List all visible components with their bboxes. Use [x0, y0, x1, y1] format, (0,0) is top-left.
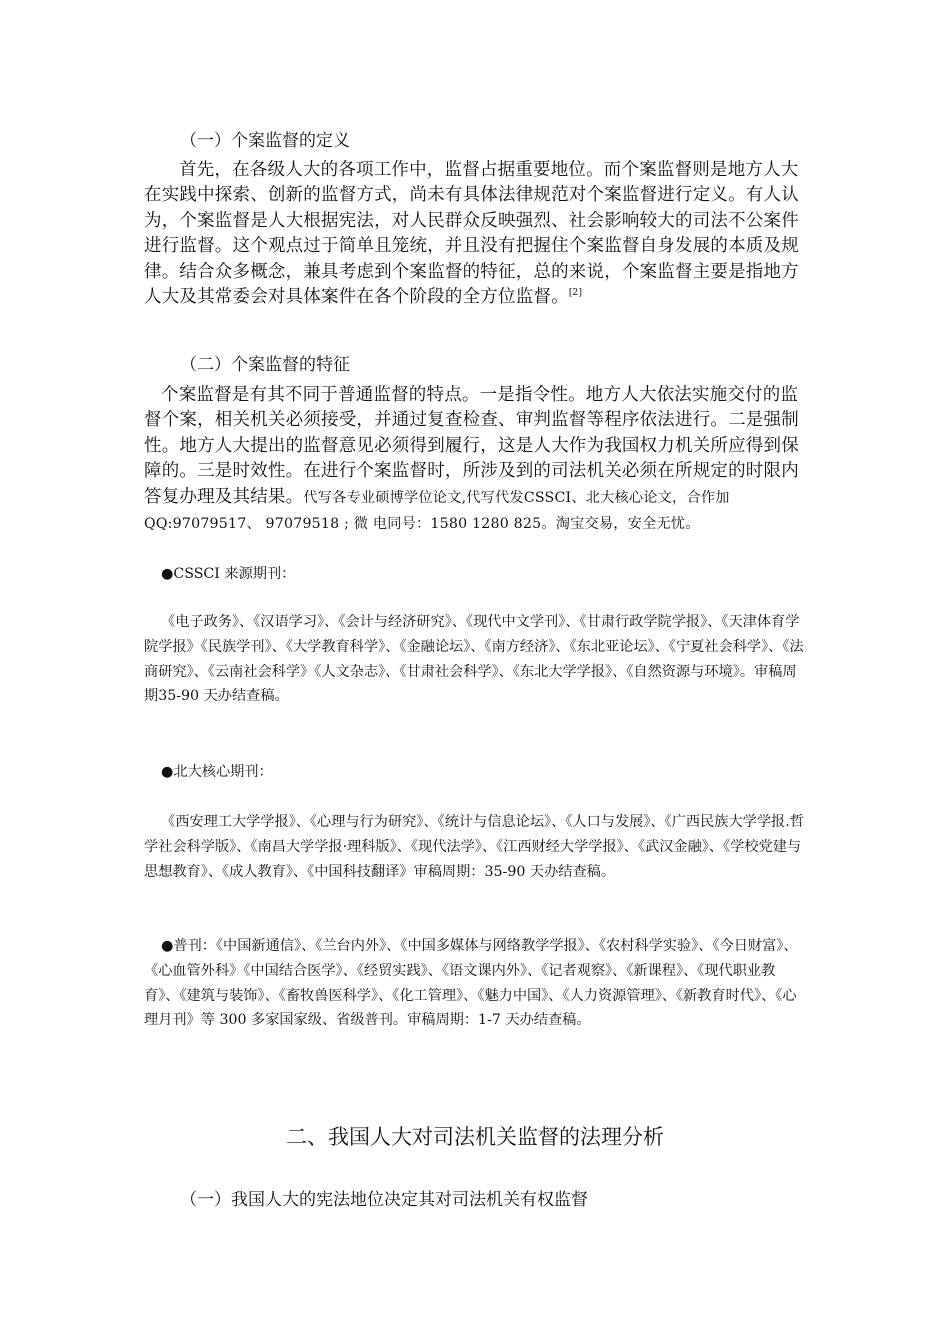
general-journal-list: ●普刊：《中国新通信》、《兰台内外》、《中国多媒体与网络教学学报》、《农村科学实验》、《今日财富》、《心血管外科》《中国结合医学》、《经贸实践》、《语文课内外》、《记者观察》、《新课程》、《现代职业教育》、《建筑与装饰》、《畜牧兽医科学》、《化工管理》、《魅力中国》、《人力资源管理》、《新教育时代》、《心理月刊》等 300 多家国家级、省级普刊。审稿周期：1-7 天办结查稿。 [144, 938, 798, 1029]
cssci-journal-list: 《电子政务》、《汉语学习》、《会计与经济研究》、《现代中文学刊》、《甘肃行政学院学报》、《天津体育学院学报》《民族学刊》、《大学教育科学》、《金融论坛》、《南方经济》、《东北亚论坛》、《宁夏社会科学》、《法商研究》、《云南社会科学》《人文杂志》、《甘肃社会科学》、《东北大学学报》、《自然资源与环境》。审稿周期35-90 天办结查稿。 [144, 614, 804, 705]
chapter-subheading: （一）我国人大的宪法地位决定其对司法机关有权监督 [180, 1190, 588, 1210]
section-heading-definition: （一）个案监督的定义 [180, 131, 350, 151]
pku-label: ●北大核心期刊： [161, 764, 273, 780]
paragraph-features [144, 383, 809, 537]
paragraph-definition [144, 158, 809, 310]
cssci-label: ●CSSCI 来源期刊： [161, 566, 296, 582]
reference-mark: [2] [568, 288, 583, 299]
pku-journal-list: 《西安理工大学学报》、《心理与行为研究》、《统计与信息论坛》、《人口与发展》、《广西民族大学学报.哲学社会科学版》、《南昌大学学报·理科版》、《现代法学》、《江西财经大学学报》、《武汉金融》、《学校党建与思想教育》、《成人教育》、《中国科技翻译》审稿周期：35-90 天办结查稿。 [144, 814, 804, 880]
chapter-title: 二、我国人大对司法机关监督的法理分析 [286, 1125, 664, 1149]
paragraph-features-text: 个案监督是有其不同于普通监督的特点。一是指令性。地方人大依法实施交付的监督个案，相关机关必须接受，并通过复查检查、审判监督等程序依法进行。二是强制性。地方人大提出的监督意见必须得到履行，这是人大作为我国权力机关所应得到保障的。三是时效性。在进行个案监督时，所涉及到的司法机关必须在所规定的时限内答复办理及其结果。 [144, 385, 799, 507]
section-heading-features: （二）个案监督的特征 [180, 355, 350, 375]
paragraph-definition-text: 首先，在各级人大的各项工作中，监督占据重要地位。而个案监督则是地方人大在实践中探索、创新的监督方式，尚未有具体法律规范对个案监督进行定义。有人认为，个案监督是人大根据宪法，对人民群众反映强烈、社会影响较大的司法不公案件进行监督。这个观点过于简单且笼统，并且没有把握住个案监督自身发展的本质及规律。结合众多概念，兼具考虑到个案监督的特征，总的来说，个案监督主要是指地方人大及其常委会对具体案件在各个阶段的全方位监督。 [144, 160, 799, 308]
ad-text: 代写各专业硕博学位论文,代写代发CSSCI、北大核心论文，合作加 QQ:97079517、 97079518 ; 微 电同号：1580 1280 825。淘宝交易，安全无忧。 [144, 489, 730, 533]
